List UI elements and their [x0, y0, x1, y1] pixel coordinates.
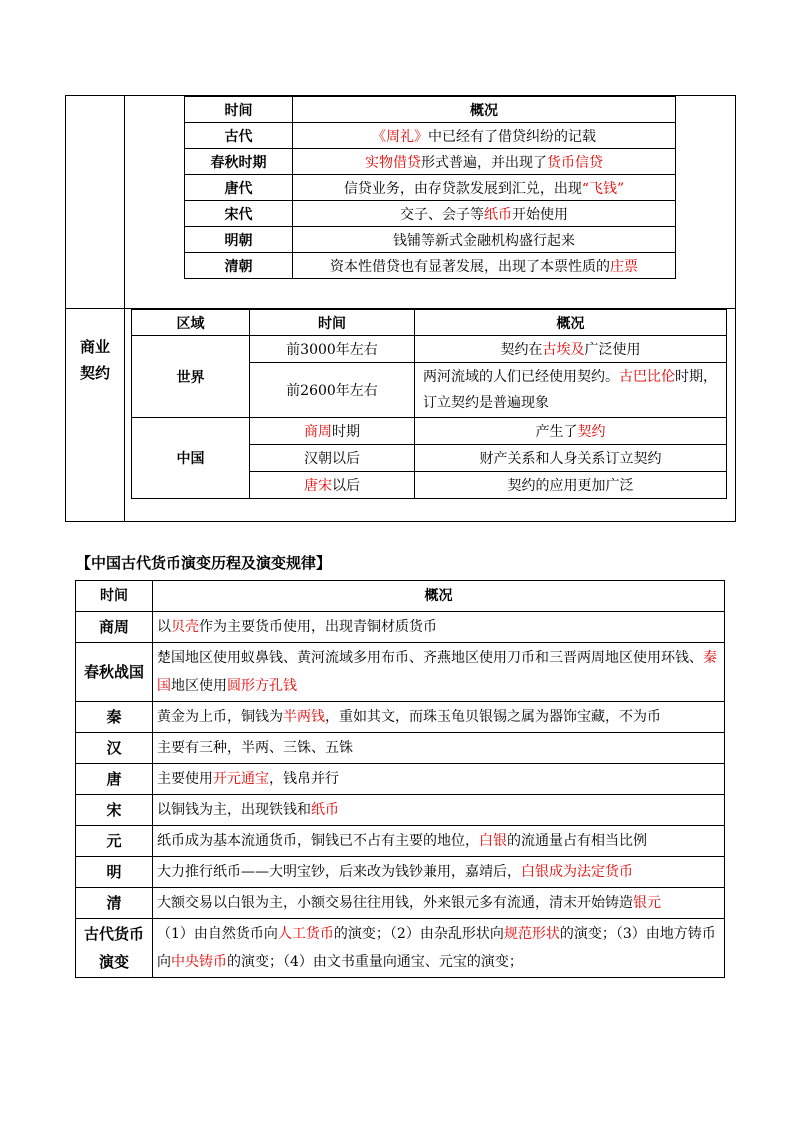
highlight-text: 实物借贷 — [365, 154, 421, 171]
highlight-text: 人工货币 — [277, 926, 334, 942]
header-summary: 概况 — [293, 97, 676, 123]
text-segment: 两河流域的人们已经使用契约。 — [423, 369, 619, 385]
summary-cell — [293, 175, 676, 201]
summary-cell — [153, 612, 725, 643]
summary-cell — [293, 253, 676, 279]
summary-cell — [153, 826, 725, 857]
text-segment: 产生了 — [535, 424, 578, 440]
text-segment: 信贷业务，由存贷款发展到汇兑，出现 — [343, 180, 582, 197]
table-row — [76, 919, 725, 978]
text-segment: 大力推行纸币——大明宝钞，后来改为钱钞兼用，嘉靖后， — [157, 864, 521, 880]
period-cell: 秦 — [76, 702, 153, 733]
highlight-text: 货币信贷 — [547, 154, 603, 171]
highlight-text: 纸币 — [311, 802, 339, 818]
summary-cell — [293, 123, 676, 149]
table-row — [185, 253, 676, 279]
table-row — [76, 612, 725, 643]
text-segment: 主要有三种，半两、三铢、五铢 — [157, 740, 353, 756]
period-cell: 唐代 — [185, 175, 293, 201]
text-segment: 主要使用 — [157, 771, 213, 787]
period-cell: 宋代 — [185, 201, 293, 227]
highlight-text: 商周 — [304, 424, 332, 440]
text-segment: 的演变；（2）由杂乱形状向 — [333, 926, 504, 942]
table-row — [76, 733, 725, 764]
commercial-contract-label: 商业 契约 — [79, 338, 110, 382]
header-time: 时间 — [185, 97, 293, 123]
text-segment: 地区使用 — [171, 678, 227, 694]
text-segment: 大额交易以白银为主，小额交易往往用钱，外来银元多有流通，清末开始铸造 — [157, 895, 633, 911]
period-cell: 春秋时期 — [185, 149, 293, 175]
table-row — [76, 826, 725, 857]
text-segment: （1）由自然货币向 — [157, 926, 278, 942]
text-segment: 的演变；（4）由文书重量向通宝、元宝的演变； — [227, 954, 523, 970]
table-header-row — [76, 581, 725, 612]
period-cell: 明朝 — [185, 227, 293, 253]
highlight-text: 白银 — [479, 833, 507, 849]
highlight-text: 半两钱 — [283, 709, 325, 725]
header-time: 时间 — [76, 581, 153, 612]
period-cell: 明 — [76, 857, 153, 888]
text-segment: 前2600年左右 — [286, 383, 378, 399]
highlight-text: 贝壳 — [171, 619, 199, 635]
period-cell: 古代货币演变 — [76, 919, 153, 978]
table-row — [185, 227, 676, 253]
summary-cell — [415, 336, 727, 363]
credit-history-table — [184, 96, 676, 279]
table-row — [132, 418, 727, 445]
contract-table — [131, 309, 727, 499]
highlight-text: 唐宋 — [304, 478, 332, 494]
text-segment: 中已经有了借贷纠纷的记载 — [428, 128, 596, 145]
currency-table — [75, 580, 725, 978]
text-segment: 以铜钱为主，出现铁钱和 — [157, 802, 311, 818]
region-world: 世界 — [132, 336, 250, 418]
table-row — [185, 123, 676, 149]
text-segment: 前3000年左右 — [286, 342, 378, 358]
table-header-row — [185, 97, 676, 123]
highlight-text: 圆形方孔钱 — [227, 678, 297, 694]
summary-cell — [153, 702, 725, 733]
text-segment: 的流通量占有相当比例 — [507, 833, 647, 849]
summary-cell — [415, 472, 727, 499]
table-row — [185, 175, 676, 201]
highlight-text: 古巴比伦 — [619, 369, 675, 385]
text-segment: 时期 — [332, 424, 360, 440]
time-cell — [250, 418, 415, 445]
highlight-text: 银元 — [633, 895, 661, 911]
header-summary: 概况 — [415, 310, 727, 336]
header-time: 时间 — [250, 310, 415, 336]
period-cell: 清朝 — [185, 253, 293, 279]
table-row — [76, 795, 725, 826]
summary-cell — [293, 149, 676, 175]
text-segment: 楚国地区使用蚁鼻钱、黄河流域多用布币、齐燕地区使用刀币和三晋两周地区使用环钱、 — [157, 650, 703, 666]
text-segment: 形式普遍，并出现了 — [421, 154, 547, 171]
table-row — [76, 702, 725, 733]
highlight-text: 白银成为法定货币 — [521, 864, 633, 880]
period-cell: 元 — [76, 826, 153, 857]
highlight-text: “飞钱” — [581, 180, 625, 197]
text-segment: 契约在 — [500, 342, 543, 358]
table-header-row — [132, 310, 727, 336]
summary-cell — [415, 445, 727, 472]
summary-cell — [415, 418, 727, 445]
text-segment: ，重如其文，而珠玉龟贝银锡之属为器饰宝藏，不为币 — [325, 709, 661, 725]
text-segment: 汉朝以后 — [304, 451, 360, 467]
table-row — [76, 857, 725, 888]
period-cell: 汉 — [76, 733, 153, 764]
highlight-text: 《周礼》 — [372, 128, 428, 145]
section-title: 【中国古代货币演变历程及演变规律】 — [76, 554, 332, 572]
header-summary: 概况 — [153, 581, 725, 612]
time-cell — [250, 472, 415, 499]
text-segment: ，钱帛并行 — [269, 771, 339, 787]
summary-cell — [293, 201, 676, 227]
period-cell: 商周 — [76, 612, 153, 643]
highlight-text: 秦国 — [157, 650, 717, 694]
table-row — [76, 888, 725, 919]
table-row — [76, 764, 725, 795]
text-segment: 广泛使用 — [584, 342, 641, 358]
period-cell: 古代 — [185, 123, 293, 149]
summary-cell — [153, 764, 725, 795]
text-segment: 以 — [157, 619, 171, 635]
table-row — [132, 336, 727, 363]
highlight-text: 开元通宝 — [213, 771, 269, 787]
summary-cell — [153, 888, 725, 919]
header-region: 区域 — [132, 310, 250, 336]
text-segment: 作为主要货币使用，出现青铜材质货币 — [199, 619, 437, 635]
highlight-text: 庄票 — [610, 258, 638, 275]
text-segment: 财产关系和人身关系订立契约 — [479, 451, 662, 467]
summary-cell — [153, 733, 725, 764]
period-cell: 宋 — [76, 795, 153, 826]
summary-cell — [153, 919, 725, 978]
text-segment: 开始使用 — [512, 206, 568, 223]
summary-cell — [153, 643, 725, 702]
summary-cell — [153, 795, 725, 826]
text-segment: 钱铺等新式金融机构盛行起来 — [393, 232, 575, 249]
table-row — [76, 643, 725, 702]
period-cell: 春秋战国 — [76, 643, 153, 702]
period-cell: 唐 — [76, 764, 153, 795]
text-segment: 交子、会子等 — [400, 206, 484, 223]
highlight-text: 契约 — [577, 424, 606, 440]
text-segment: 时期，订立契约是普遍现象 — [423, 369, 717, 411]
text-segment: 的演变；（3）由地方铸币向 — [157, 926, 716, 970]
table-row — [185, 201, 676, 227]
text-segment: 以后 — [332, 478, 360, 494]
time-cell — [250, 445, 415, 472]
text-segment: 黄金为上币，铜钱为 — [157, 709, 283, 725]
time-cell — [250, 363, 415, 418]
table-row — [185, 149, 676, 175]
highlight-text: 中央铸币 — [171, 954, 227, 970]
highlight-text: 规范形状 — [503, 926, 560, 942]
highlight-text: 纸币 — [484, 206, 512, 223]
time-cell — [250, 336, 415, 363]
summary-cell — [153, 857, 725, 888]
text-segment: 纸币成为基本流通货币，铜钱已不占有主要的地位， — [157, 833, 479, 849]
summary-cell — [293, 227, 676, 253]
highlight-text: 古埃及 — [542, 342, 585, 358]
period-cell: 清 — [76, 888, 153, 919]
text-segment: 契约的应用更加广泛 — [507, 478, 634, 494]
region-china: 中国 — [132, 418, 250, 499]
text-segment: 资本性借贷也有显著发展，出现了本票性质的 — [330, 258, 610, 275]
summary-cell — [415, 363, 727, 418]
